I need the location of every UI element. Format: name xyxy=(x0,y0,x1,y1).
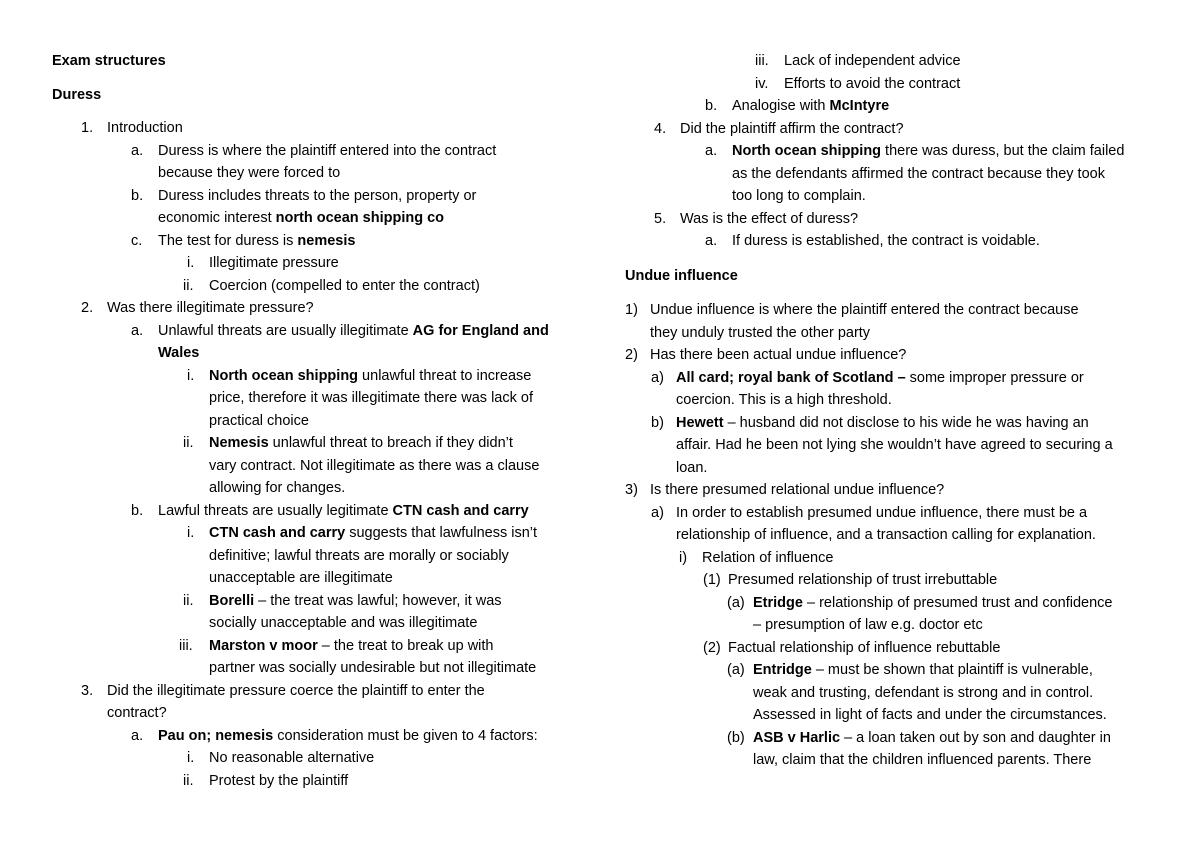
list-item-text: practical choice xyxy=(209,412,309,429)
list-item-text: unlawful threat to breach if they didn’t xyxy=(268,435,513,451)
list-marker: b. xyxy=(705,98,718,114)
left-column xyxy=(52,50,582,792)
list-marker: iv. xyxy=(755,75,769,92)
list-item-text: – husband did not disclose to his wide he was having an xyxy=(723,414,1089,431)
case-name: CTN cash and carry xyxy=(209,525,346,541)
list-item-2b-iii-cont xyxy=(52,657,582,680)
list-item-u3a-i-1a xyxy=(625,592,1155,615)
list-item-text: Efforts to avoid the contract xyxy=(784,75,961,92)
section-heading-duress xyxy=(52,84,582,107)
list-item-text: weak and trusting, defendant is strong and in control. xyxy=(753,684,1094,701)
list-marker: ii. xyxy=(183,592,194,609)
list-marker: 1) xyxy=(625,302,638,318)
list-item-text: Undue influence is where the plaintiff entered the contract because xyxy=(650,302,1079,318)
list-item-text: consideration must be given to 4 factors: xyxy=(273,727,538,744)
list-item-u3a xyxy=(625,502,1155,525)
list-item-2a-cont xyxy=(52,342,582,365)
list-marker: b) xyxy=(651,414,664,431)
list-marker: (1) xyxy=(703,572,721,588)
list-item-text: socially unacceptable and was illegitimate xyxy=(209,615,478,631)
list-marker: i. xyxy=(187,255,195,271)
list-item-text: some improper pressure or xyxy=(905,369,1084,386)
document-title xyxy=(52,50,582,73)
list-marker: (2) xyxy=(703,639,721,656)
list-item-u3a-i-2a-cont xyxy=(625,682,1155,705)
list-marker: i. xyxy=(187,525,195,541)
list-item-text: there was duress, but the claim failed xyxy=(881,143,1125,159)
list-item-2a xyxy=(52,320,582,343)
list-item-u2b xyxy=(625,412,1155,435)
list-item-text: In order to establish presumed undue influence, there must be a xyxy=(676,504,1088,521)
list-marker: a. xyxy=(131,322,144,339)
list-item-text: affair. Had he been not lying she wouldn’t have agreed to securing a xyxy=(676,437,1113,453)
list-item-1a-cont xyxy=(52,162,582,185)
list-item-u3a-i-2 xyxy=(625,637,1155,660)
list-item-u3 xyxy=(625,479,1155,502)
list-item-text: Was there illegitimate pressure? xyxy=(107,300,314,316)
case-name: AG for England and xyxy=(412,322,549,339)
list-item-2a-i-cont xyxy=(52,410,582,433)
list-item-2b-i-cont xyxy=(52,567,582,590)
list-marker: ii. xyxy=(183,772,194,789)
list-marker: a. xyxy=(705,143,718,159)
list-marker: a) xyxy=(651,369,664,386)
list-item-text: suggests that lawfulness isn’t xyxy=(345,525,538,541)
list-item-text: Unlawful threats are usually illegitimate xyxy=(158,322,413,339)
list-marker: 4. xyxy=(654,120,667,137)
list-item-text: Assessed in light of facts and under the circumstances. xyxy=(753,707,1107,723)
list-item-u1-cont xyxy=(625,322,1155,345)
list-item-u3a-i-1 xyxy=(625,569,1155,592)
list-marker: a. xyxy=(131,727,144,744)
list-item-1b xyxy=(52,185,582,208)
list-item-text: – a loan taken out by son and daughter in xyxy=(840,729,1111,746)
list-marker: b. xyxy=(131,187,144,204)
list-item-1 xyxy=(52,117,582,140)
case-name: Nemesis xyxy=(209,435,269,451)
list-marker: i. xyxy=(187,750,195,766)
case-name: North ocean shipping xyxy=(732,143,882,159)
list-item-text: they unduly trusted the other party xyxy=(650,324,871,341)
list-item-text: vary contract. Not illegitimate as there was a clause xyxy=(209,457,540,474)
list-item-u2 xyxy=(625,344,1155,367)
list-item-text: partner was socially undesirable but not illegitimate xyxy=(209,660,537,676)
list-item-3a xyxy=(52,725,582,748)
undue-heading-text: Undue influence xyxy=(625,267,738,284)
list-item-text: Was is the effect of duress? xyxy=(680,210,859,227)
list-marker: 1. xyxy=(81,120,94,136)
list-item-1c-i xyxy=(52,252,582,275)
list-item-text: definitive; lawful threats are morally or sociably xyxy=(209,547,509,564)
list-item-text: Is there presumed relational undue influence? xyxy=(650,482,945,498)
list-marker: a. xyxy=(705,233,718,249)
list-item-text: allowing for changes. xyxy=(209,480,346,496)
list-item-u3a-cont xyxy=(625,524,1155,547)
case-name: CTN cash and carry xyxy=(392,502,529,519)
case-name: Hewett xyxy=(676,414,724,431)
list-item-text: – presumption of law e.g. doctor etc xyxy=(753,617,983,633)
list-item-2a-ii-cont xyxy=(52,477,582,500)
case-name: McIntyre xyxy=(829,98,890,114)
document-title-text: Exam structures xyxy=(52,53,166,69)
list-item-text: Did the plaintiff affirm the contract? xyxy=(680,120,904,137)
list-item-u3a-i-2a-cont xyxy=(625,704,1155,727)
list-item-4a-cont xyxy=(625,185,1155,208)
list-item-2b-ii xyxy=(52,590,582,613)
list-item-text: unlawful threat to increase xyxy=(358,367,532,384)
right-column xyxy=(625,50,1155,772)
list-marker: (a) xyxy=(727,594,745,611)
list-item-text: contract? xyxy=(107,705,167,721)
list-item-text: Introduction xyxy=(107,120,183,136)
list-marker: ii. xyxy=(183,435,194,451)
list-item-3a-ii xyxy=(52,770,582,793)
list-item-text: Has there been actual undue influence? xyxy=(650,347,907,363)
list-item-3a-iv xyxy=(625,73,1155,96)
list-marker: 2) xyxy=(625,347,638,363)
list-item-text: – must be shown that plaintiff is vulnerable, xyxy=(811,662,1093,678)
list-item-2b xyxy=(52,500,582,523)
list-item-text: Duress is where the plaintiff entered into the contract xyxy=(158,142,497,159)
list-item-4a-cont xyxy=(625,163,1155,186)
list-item-text: loan. xyxy=(676,459,708,476)
list-item-3a-i xyxy=(52,747,582,770)
list-item-text: Duress includes threats to the person, property or xyxy=(158,187,477,204)
case-name: north ocean shipping co xyxy=(275,210,445,226)
list-marker: iii. xyxy=(755,53,769,69)
list-item-2a-i xyxy=(52,365,582,388)
list-item-text: price, therefore it was illegitimate there was lack of xyxy=(209,390,533,406)
case-name: Entridge xyxy=(753,662,812,678)
list-item-3a-iii xyxy=(625,50,1155,73)
list-item-text: – the treat to break up with xyxy=(317,637,494,654)
list-item-2b-iii xyxy=(52,635,582,658)
list-item-u2b-cont xyxy=(625,434,1155,457)
section-heading-undue-influence xyxy=(625,265,1155,288)
list-item-u3a-i-2a xyxy=(625,659,1155,682)
list-marker: 3) xyxy=(625,482,638,498)
list-item-text: If duress is established, the contract is voidable. xyxy=(732,233,1040,249)
list-marker: 5. xyxy=(654,210,667,227)
list-item-text: Presumed relationship of trust irrebuttable xyxy=(728,572,998,588)
list-item-5a xyxy=(625,230,1155,253)
list-item-text: Factual relationship of influence rebuttable xyxy=(728,639,1001,656)
list-item-3b xyxy=(625,95,1155,118)
case-name: ASB v Harlic xyxy=(753,729,841,746)
list-item-text: Illegitimate pressure xyxy=(209,255,339,271)
list-item-text: coercion. This is a high threshold. xyxy=(676,392,892,408)
list-item-text: law, claim that the children influenced parents. There xyxy=(753,752,1092,768)
list-item-u1 xyxy=(625,299,1155,322)
list-item-4a xyxy=(625,140,1155,163)
list-marker: i) xyxy=(679,549,688,566)
list-marker: a) xyxy=(651,504,664,521)
list-item-2b-i-cont xyxy=(52,545,582,568)
list-item-2b-ii-cont xyxy=(52,612,582,635)
duress-heading-text: Duress xyxy=(52,86,102,103)
list-item-u2b-cont xyxy=(625,457,1155,480)
list-item-text: No reasonable alternative xyxy=(209,750,375,766)
case-name: North ocean shipping xyxy=(209,367,359,384)
case-name: All card; royal bank of Scotland – xyxy=(676,369,906,386)
list-marker: i. xyxy=(187,367,195,384)
list-marker: 3. xyxy=(81,682,94,699)
list-item-text: because they were forced to xyxy=(158,165,341,181)
list-item-2a-ii xyxy=(52,432,582,455)
list-item-text: unacceptable are illegitimate xyxy=(209,570,393,586)
list-item-1b-cont xyxy=(52,207,582,230)
list-marker: b. xyxy=(131,502,144,519)
case-name: Wales xyxy=(158,345,200,361)
list-item-3-cont xyxy=(52,702,582,725)
list-item-2 xyxy=(52,297,582,320)
list-marker: (b) xyxy=(727,729,745,746)
case-name: Borelli xyxy=(209,592,255,609)
list-item-1c-ii xyxy=(52,275,582,298)
list-item-text: relationship of influence, and a transaction calling for explanation. xyxy=(676,527,1096,543)
list-item-5 xyxy=(625,208,1155,231)
list-item-4 xyxy=(625,118,1155,141)
list-item-text: The test for duress is xyxy=(158,232,298,249)
list-item-text: Analogise with xyxy=(732,98,830,114)
list-marker: c. xyxy=(131,232,143,249)
list-item-text: Did the illegitimate pressure coerce the plaintiff to enter the xyxy=(107,682,485,699)
list-item-text: Lawful threats are usually legitimate xyxy=(158,502,393,519)
list-item-text: Coercion (compelled to enter the contract) xyxy=(209,277,480,294)
list-marker: ii. xyxy=(183,277,194,294)
list-marker: (a) xyxy=(727,662,745,678)
case-name: Etridge xyxy=(753,594,803,611)
list-item-text: economic interest xyxy=(158,210,276,226)
list-item-text: Protest by the plaintiff xyxy=(209,772,349,789)
list-item-text: Lack of independent advice xyxy=(784,53,961,69)
list-item-u3a-i-2b xyxy=(625,727,1155,750)
list-item-2a-ii-cont xyxy=(52,455,582,478)
case-name: Pau on; nemesis xyxy=(158,727,274,744)
list-item-u2a-cont xyxy=(625,389,1155,412)
list-item-u3a-i xyxy=(625,547,1155,570)
case-name: Marston v moor xyxy=(209,637,318,654)
case-name: nemesis xyxy=(297,232,356,249)
list-item-text: – relationship of presumed trust and confidence xyxy=(802,594,1113,611)
list-item-1c xyxy=(52,230,582,253)
list-item-1a xyxy=(52,140,582,163)
list-item-text: as the defendants affirmed the contract because they took xyxy=(732,165,1105,182)
list-item-text: – the treat was lawful; however, it was xyxy=(254,592,502,609)
list-marker: 2. xyxy=(81,300,94,316)
list-item-2b-i xyxy=(52,522,582,545)
list-item-u3a-i-1a-cont xyxy=(625,614,1155,637)
list-item-3 xyxy=(52,680,582,703)
list-item-2a-i-cont xyxy=(52,387,582,410)
list-item-u2a xyxy=(625,367,1155,390)
list-marker: a. xyxy=(131,142,144,159)
list-item-u3a-i-2b-cont xyxy=(625,749,1155,772)
list-marker: iii. xyxy=(179,637,193,654)
list-item-text: Relation of influence xyxy=(702,549,834,566)
list-item-text: too long to complain. xyxy=(732,188,866,204)
